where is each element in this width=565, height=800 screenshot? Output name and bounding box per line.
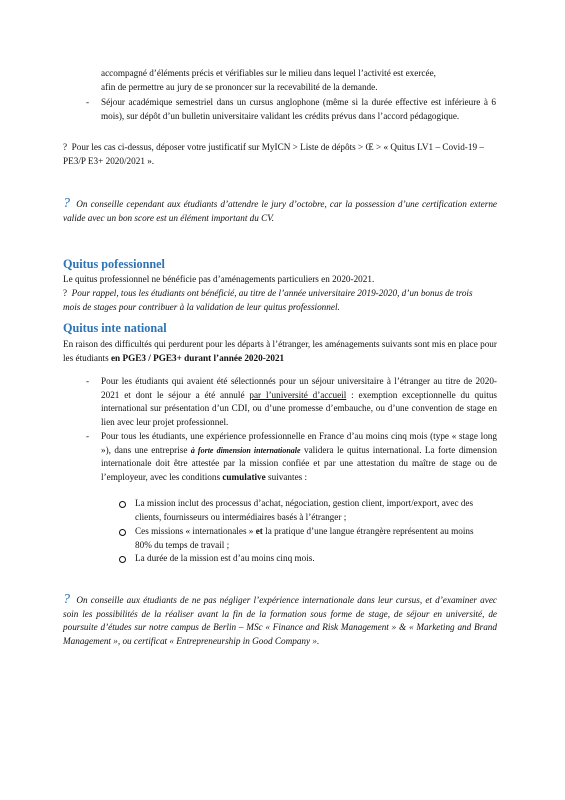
list-dash: - xyxy=(86,431,90,441)
advice-note-text: On conseille aux étudiants de ne pas négliger l’expérience internationale dans leur cursus, et d’examiner avec soin les possibilités de la réaliser avant la fin de la formation sous forme de stage, de séjour en université, de poursuite d’études sur notre campus de Berlin – MSc « Finance and Risk Management » & « Marketing and Brand Management », ou certificat « Entrepreneurship in Good Company ». xyxy=(63,595,498,646)
professional-reminder-text: Pour rappel, tous les étudiants ont bénéficié, au titre de l’année universitaire 2019-2020, d’un bonus de trois mois de stages pour contribuer à la validation de leur quitus professionnel. xyxy=(63,288,473,312)
advice-note xyxy=(63,593,497,648)
question-mark-icon: ? xyxy=(63,288,68,298)
international-intro-text: En raison des difficultés qui perdurent pour les départs à l’étranger, les aménagements suivants sont mis en place pour les étudiants xyxy=(63,339,497,363)
circle-bullet-icon xyxy=(119,501,126,508)
circle-bullet-icon xyxy=(119,556,126,563)
list-dash: - xyxy=(86,376,90,386)
international-item-2-rest: validera le quitus international. La forte dimension internationale doit être attestée par la mission confiée et par une attestation du maître de stage ou de l’employeur, avec les conditions xyxy=(101,444,498,482)
professional-text: Le quitus professionnel ne bénéficie pas d’aménagements particuliers en 2020-2021. xyxy=(63,274,375,284)
sub-list-item-text: Ces missions « internationales » xyxy=(135,526,254,536)
international-item-2-text: Pour tous les étudiants, une expérience professionnelle en France d’au moins cinq mois (type « stage long »), dans une entreprise xyxy=(101,431,497,455)
international-item-1-underline: par l’université d’accueil xyxy=(249,389,347,400)
list-item-text: Séjour académique semestriel dans un cursus anglophone (même si la durée effective est inférieure à 6 mois), sur dépôt d’un bulletin universitaire validant les crédits prévus dans l’accord pédagogique. xyxy=(101,97,496,121)
sub-list-item xyxy=(135,525,480,552)
list-dash: - xyxy=(86,97,90,107)
sub-list-item-rest: la pratique d’une langue étrangère représentent au moins 80% du temps de travail ; xyxy=(135,526,474,550)
advice-note xyxy=(63,197,497,225)
international-item-2 xyxy=(101,430,497,484)
sub-list-item: La mission inclut des processus d’achat, négociation, gestion client, import/export, avec des clients, fournisseurs ou intermédiaires basés à l’étranger ; xyxy=(135,498,474,522)
list-item-continuation: accompagné d’éléments précis et vérifiables sur le milieu dans lequel l’activité est exercée, xyxy=(101,68,436,78)
question-mark-icon: ? xyxy=(63,592,70,607)
international-item-1-text: Pour les étudiants qui avaient été sélectionnés pour un séjour universitaire à l’étranger au titre de 2020-2021 et dont le séjour a été annulé xyxy=(101,376,497,400)
international-intro-bold: en PGE3 / PGE3+ durant l’année 2020-2021 xyxy=(110,352,285,363)
international-item-2-end: suivantes : xyxy=(268,471,308,482)
international-intro xyxy=(63,338,498,365)
professional-reminder xyxy=(63,287,483,314)
circle-bullet-icon xyxy=(119,529,126,536)
international-item-1-rest: : exemption exceptionnelle du quitus international sur présentation d’un CDI, ou d’une promesse d’embauche, ou d’une convention de stage en lien avec leur projet professionnel. xyxy=(101,389,498,427)
international-item-2-italic: à forte dimension internationale xyxy=(190,445,301,455)
list-item-continuation: afin de permettre au jury de se prononcer sur la recevabilité de la demande. xyxy=(101,82,378,92)
section-heading-international: Quitus inte national xyxy=(63,321,167,335)
international-item-1 xyxy=(101,375,497,429)
question-mark-icon: ? xyxy=(63,142,68,152)
deposit-note-text: Pour les cas ci-dessus, déposer votre justificatif sur MyICN > Liste de dépôts > Œ > « Quitus LV1 – Covid-19 – PE3/P E3+ 2020/2021 ». xyxy=(63,142,484,166)
international-item-2-bold: cumulative xyxy=(222,471,266,482)
section-heading-professional: Quitus pofessionnel xyxy=(63,257,165,271)
deposit-note xyxy=(63,141,498,168)
sub-list-item-bold: et xyxy=(255,526,263,536)
advice-note-text: On conseille cependant aux étudiants d’attendre le jury d’octobre, car la possession d’une certification externe valide avec un bon score est un élément important du CV. xyxy=(63,199,498,223)
question-mark-icon: ? xyxy=(63,196,70,211)
sub-list-item: La durée de la mission est d’au moins cinq mois. xyxy=(135,553,315,563)
